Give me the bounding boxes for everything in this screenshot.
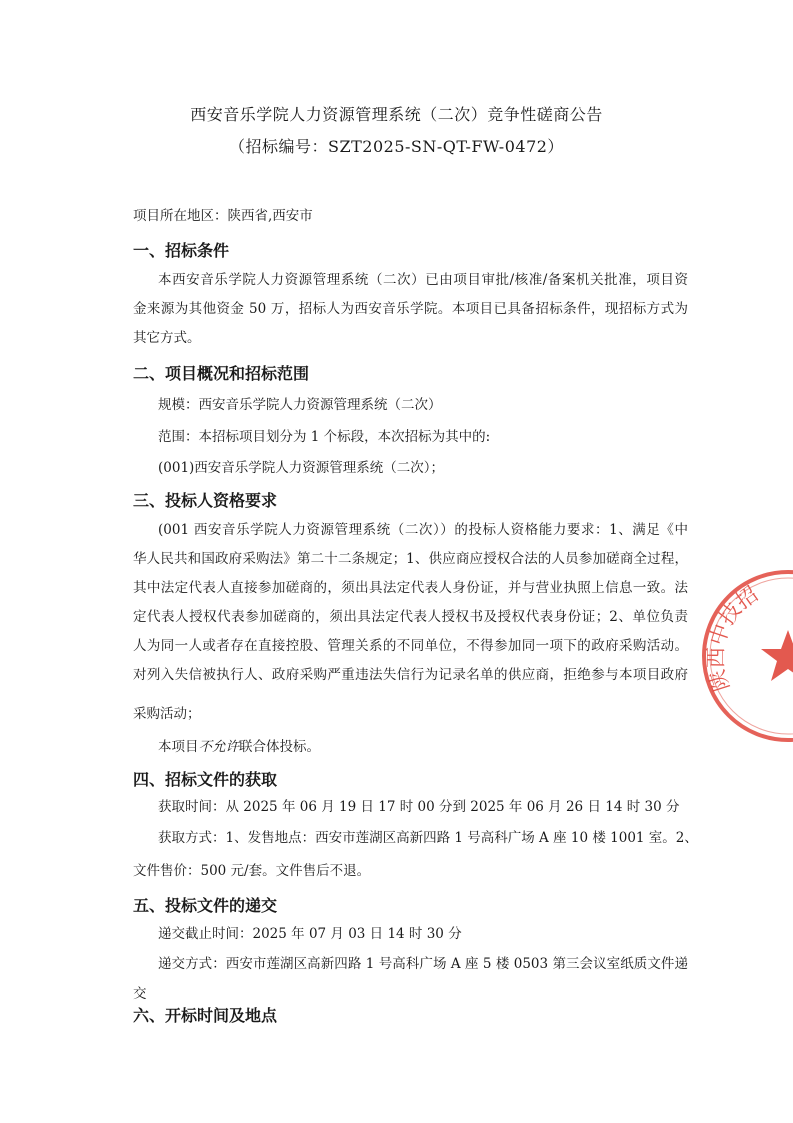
- official-seal: [700, 568, 793, 744]
- lot-line: (001)西安音乐学院人力资源管理系统（二次）；: [158, 460, 445, 476]
- section-heading-obtain-documents: 四、招标文件的获取: [133, 770, 278, 789]
- section-heading-tender-conditions: 一、招标条件: [133, 241, 230, 260]
- scale-line: 规模：西安音乐学院人力资源管理系统（二次）: [158, 397, 442, 413]
- seal-graphic: [700, 568, 793, 744]
- consortium-suffix: 联合体投标。: [239, 739, 320, 755]
- paragraph-line: 金来源为其他资金 50 万，招标人为西安音乐学院。本项目已具备招标条件，现招标方式为: [133, 301, 688, 317]
- paragraph-line: 交: [133, 986, 147, 1002]
- paragraph-line: 其中法定代表人直接参加磋商的，须出具法定代表人身份证，并与营业执照上信息一致。法: [133, 580, 688, 596]
- paragraph-line: 对列入失信被执行人、政府采购严重违法失信行为记录名单的供应商，拒绝参与本项目政府: [133, 667, 688, 683]
- consortium-prefix: 本项目: [158, 739, 199, 755]
- consortium-line: [158, 738, 713, 756]
- document-title: 西安音乐学院人力资源管理系统（二次）竞争性磋商公告: [190, 105, 603, 124]
- paragraph-line: 华人民共和国政府采购法》第二十二条规定；1、供应商应授权合法的人员参加磋商全过程，: [133, 551, 688, 567]
- paragraph-line: (001 西安音乐学院人力资源管理系统（二次））的投标人资格能力要求：1、满足《中: [158, 522, 688, 538]
- tender-number: （招标编号：SZT2025-SN-QT-FW-0472）: [229, 137, 564, 156]
- document-price-line: 文件售价：500 元/套。文件售后不退。: [133, 863, 371, 879]
- paragraph-line: 采购活动；: [133, 706, 201, 722]
- seal-star-icon: [761, 630, 793, 681]
- paragraph-line: 其它方式。: [133, 330, 201, 346]
- paragraph-line: 定代表人授权代表参加磋商的，须出具法定代表人授权书及授权代表身份证；2、单位负责: [133, 609, 688, 625]
- paragraph-line: 本西安音乐学院人力资源管理系统（二次）已由项目审批/核准/备案机关批准，项目资: [158, 272, 688, 288]
- section-heading-bid-opening: 六、开标时间及地点: [133, 1006, 278, 1025]
- project-location: 项目所在地区：陕西省,西安市: [133, 208, 313, 224]
- obtain-method-line: 获取方式：1、发售地点：西安市莲湖区高新四路 1 号高科广场 A 座 10 楼 1001 室。2、: [158, 830, 698, 846]
- obtain-time-line: 获取时间：从 2025 年 06 月 19 日 17 时 00 分到 2025 年 06 月 26 日 14 时 30 分: [158, 799, 680, 815]
- submission-deadline-line: 递交截止时间：2025 年 07 月 03 日 14 时 30 分: [158, 926, 462, 942]
- section-heading-bidder-qualification: 三、投标人资格要求: [133, 491, 278, 510]
- paragraph-line: 人为同一人或者存在直接控股、管理关系的不同单位，不得参加同一项下的政府采购活动。: [133, 638, 688, 654]
- section-heading-submission: 五、投标文件的递交: [133, 896, 278, 915]
- scope-line: 范围：本招标项目划分为 1 个标段，本次招标为其中的:: [158, 429, 491, 445]
- consortium-value: 不允许: [198, 739, 239, 755]
- seal-text: 陕西中技招: [703, 581, 763, 695]
- section-heading-project-overview: 二、项目概况和招标范围: [133, 364, 310, 383]
- submission-method-line: 递交方式：西安市莲湖区高新四路 1 号高科广场 A 座 5 楼 0503 第三会议室纸质文件递: [158, 956, 688, 972]
